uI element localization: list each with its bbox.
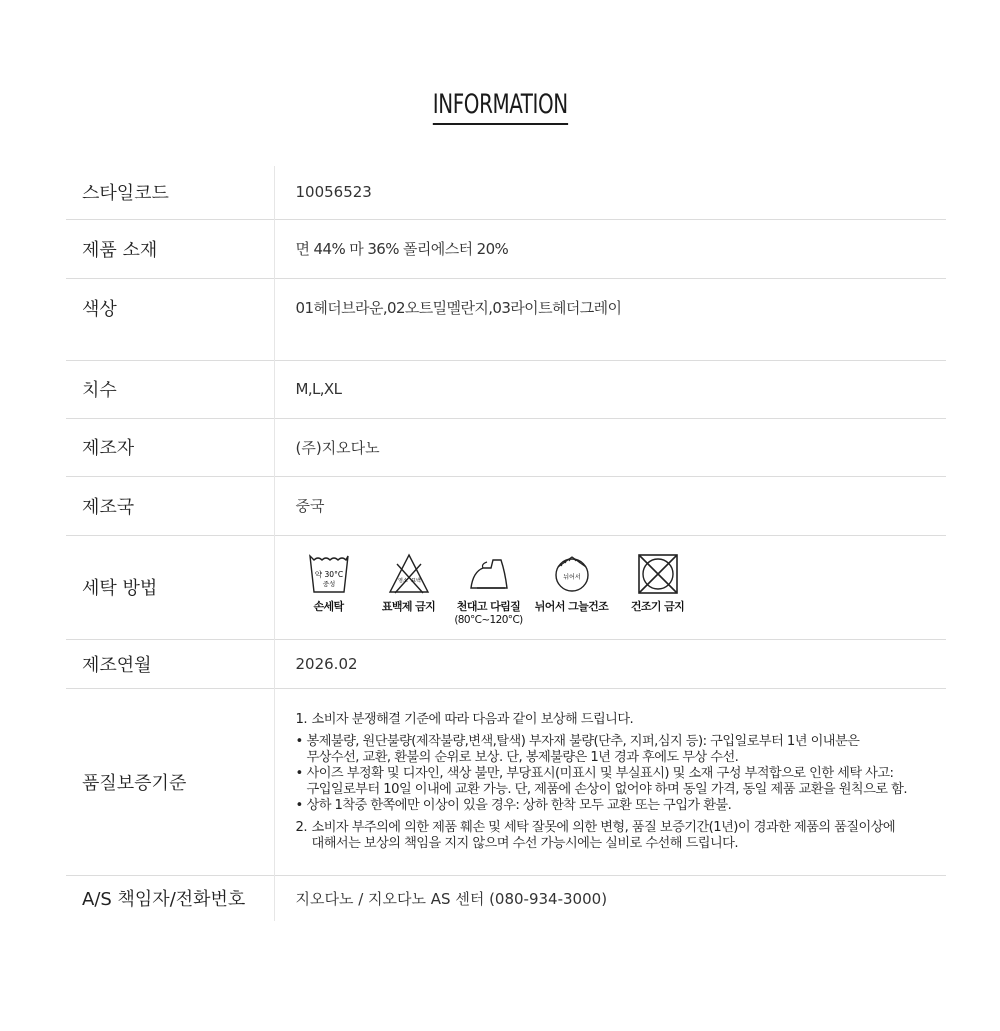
quality-item-2-num: 2. <box>295 819 307 835</box>
bullet-mark: • <box>295 733 303 749</box>
quality-item-1-text: 소비자 분쟁해결 기준에 따라 다음과 같이 보상해 드립니다. <box>311 711 634 727</box>
no-tumble-dry-label: 건조기 금지 <box>630 599 685 613</box>
quality-bullet-2-line2: 구입일로부터 10일 이내에 교환 가능. 단, 제품에 손상이 없어야 하며 동일 가격, 동일 제품 교환을 원칙으로 함. <box>306 781 907 797</box>
quality-value <box>274 688 946 875</box>
quality-bullet-3 <box>296 798 947 814</box>
quality-item-1 <box>296 712 947 728</box>
as-value: 지오다노 / 지오다노 AS 센터 (080-934-3000) <box>295 889 608 908</box>
quality-bullet-1-line2: 무상수선, 교환, 환불의 순위로 보상. 단, 봉제불량은 1년 경과 후에도 무상 수선. <box>306 749 739 765</box>
care-icons <box>289 552 947 627</box>
mfg-date-value: 2026.02 <box>295 654 358 673</box>
quality-bullet-3-line1: 상하 1착중 한쪽에만 이상이 있을 경우: 상하 한착 모두 교환 또는 구입가 환불. <box>306 797 732 813</box>
row-country <box>66 476 946 535</box>
mfg-date-label: 제조연월 <box>66 639 274 688</box>
row-material <box>66 219 946 278</box>
quality-text <box>296 712 947 852</box>
quality-label: 품질보증기준 <box>66 688 274 875</box>
bullet-mark: • <box>295 765 303 781</box>
dry-flat-shade-icon <box>550 552 594 596</box>
color-value: 01헤더브라운,02오트밀멜란지,03라이트헤더그레이 <box>295 298 622 317</box>
row-color <box>66 278 946 360</box>
row-wash <box>66 535 946 639</box>
style-code-value: 10056523 <box>295 183 372 202</box>
quality-bullet-1 <box>296 734 947 750</box>
size-value: M,L,XL <box>295 380 342 398</box>
care-item-no-bleach <box>369 552 449 614</box>
country-value: 중국 <box>295 497 325 515</box>
hand-wash-inner2: 중성 <box>322 579 335 588</box>
quality-item-2 <box>296 820 947 836</box>
row-maker <box>66 418 946 476</box>
row-quality <box>66 688 946 875</box>
dry-flat-shade-label: 뉘어서 그늘건조 <box>534 599 609 613</box>
care-item-hand-wash <box>289 552 369 614</box>
no-bleach-inner2: 표백 <box>410 577 421 584</box>
quality-bullet-2 <box>296 766 947 782</box>
quality-bullet-1-line1: 봉제불량, 원단불량(제작불량,변색,탈색) 부자재 불량(단추, 지퍼,심지 등): 구입일로부터 1년 이내분은 <box>306 733 860 749</box>
wash-label: 세탁 방법 <box>66 535 274 639</box>
color-label: 색상 <box>66 278 274 360</box>
care-item-dry-flat-shade <box>529 552 615 614</box>
no-tumble-dry-icon <box>636 552 680 596</box>
no-bleach-inner1: 염소 <box>397 577 408 584</box>
material-value: 면 44% 마 36% 폴리에스터 20% <box>295 240 509 258</box>
no-bleach-label: 표백제 금지 <box>381 599 436 613</box>
quality-item-2-line1: 소비자 부주의에 의한 제품 훼손 및 세탁 잘못에 의한 변형, 품질 보증기간(1년)이 경과한 제품의 품질이상에 <box>311 819 896 835</box>
hand-wash-icon <box>307 552 351 596</box>
no-bleach-icon <box>387 552 431 596</box>
maker-label: 제조자 <box>66 418 274 476</box>
hand-wash-label: 손세탁 <box>313 599 344 613</box>
wash-value <box>274 535 946 639</box>
iron-label: 천대고 다림질 <box>456 599 521 613</box>
row-mfg-date <box>66 639 946 688</box>
quality-bullet-2-line1: 사이즈 부정확 및 디자인, 색상 불만, 부당표시(미표시 및 부실표시) 및 소재 구성 부적합으로 인한 세탁 사고: <box>306 765 894 781</box>
page-title-wrap <box>0 88 1000 125</box>
dry-flat-inner: 뉘어서 <box>562 573 581 581</box>
country-label: 제조국 <box>66 476 274 535</box>
material-label: 제품 소재 <box>66 219 274 278</box>
product-info-table <box>66 166 946 921</box>
iron-sub: (80°C~120°C) <box>454 613 523 626</box>
style-code-label: 스타일코드 <box>66 166 274 219</box>
row-size <box>66 360 946 418</box>
page-title: INFORMATION <box>433 88 568 125</box>
row-as <box>66 875 946 921</box>
care-item-no-tumble-dry <box>615 552 701 614</box>
row-style-code <box>66 166 946 219</box>
quality-item-1-num: 1. <box>295 711 307 727</box>
maker-value: (주)지오다노 <box>295 438 380 457</box>
bullet-mark: • <box>295 797 303 813</box>
hand-wash-inner1: 약 30°C <box>314 569 343 579</box>
size-label: 치수 <box>66 360 274 418</box>
iron-icon <box>467 552 511 596</box>
care-item-iron <box>449 552 529 627</box>
quality-item-2-line2: 대해서는 보상의 책임을 지지 않으며 수선 가능시에는 실비로 수선해 드립니다. <box>311 835 738 851</box>
as-label: A/S 책임자/전화번호 <box>66 875 274 921</box>
